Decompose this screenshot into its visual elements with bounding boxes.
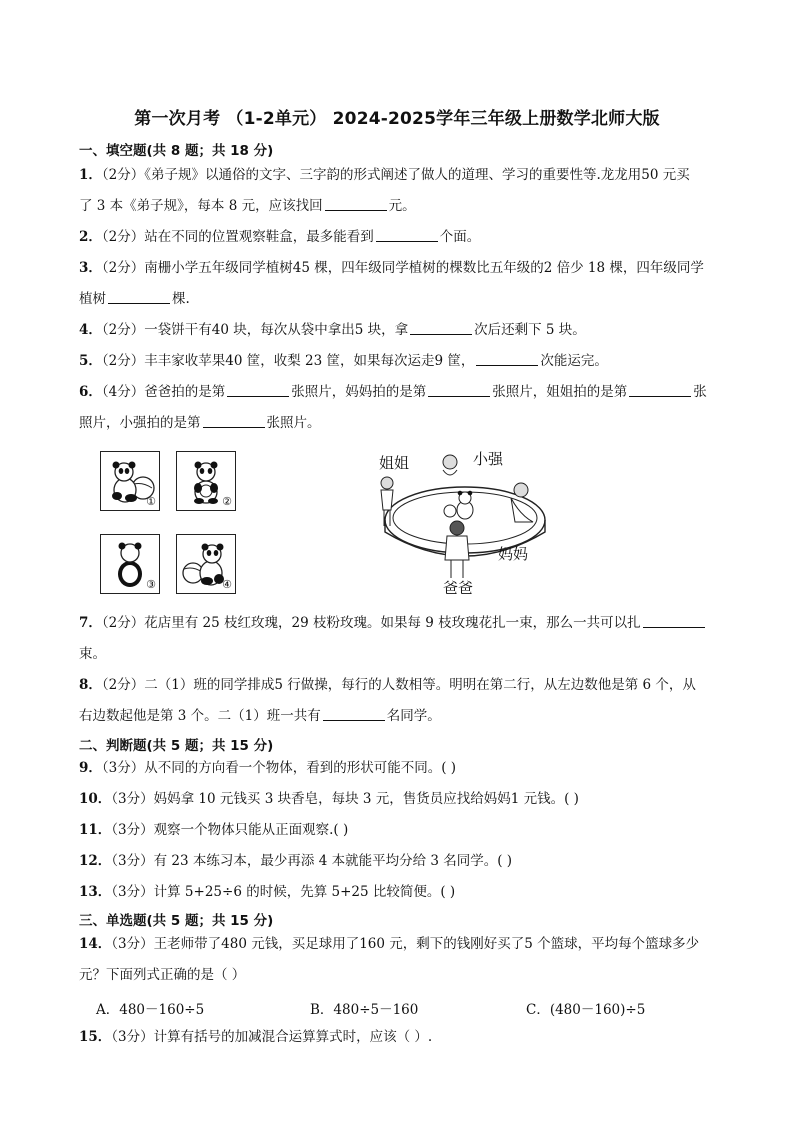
question-number: 5．	[79, 353, 102, 369]
option-a[interactable]: A．480－160÷5	[96, 1002, 205, 1018]
question-3-line-2	[79, 290, 190, 308]
question-text: （2分）二（1）班的同学排成5 行做操，每行的人数相等。明明在第二行，从左边数他是第 6 个，从	[101, 677, 696, 693]
question-text: 张	[693, 384, 707, 400]
question-6-line-1	[79, 383, 707, 401]
answer-blank[interactable]	[203, 414, 265, 428]
question-text: 元？下面列式正确的是（ ）	[79, 967, 246, 983]
answer-blank[interactable]	[323, 707, 385, 721]
question-text: （2分）站在不同的位置观察鞋盒，最多能看到	[101, 229, 374, 245]
question-9	[79, 759, 456, 777]
question-12	[79, 852, 512, 870]
question-text: （2分）南栅小学五年级同学植树45 棵，四年级同学植树的棵数比五年级的2 倍少 18 棵，四年级同学	[101, 260, 704, 276]
question-number: 7．	[79, 615, 102, 631]
panda-scene-illustration	[365, 440, 555, 600]
question-14-line-2	[79, 966, 245, 984]
question-number: 6．	[79, 384, 102, 400]
question-number: 4．	[79, 322, 102, 338]
question-text: （2分）《弟子规》以通俗的文字、三字韵的形式阐述了做人的道理、学习的重要性等.龙龙用50 元买	[101, 167, 690, 183]
question-number: 15．	[79, 1029, 112, 1045]
answer-blank[interactable]	[410, 321, 472, 335]
label-jiejie: 姐姐	[379, 454, 410, 472]
question-5	[79, 352, 608, 370]
answer-blank[interactable]	[428, 383, 490, 397]
question-text: （3分）有 23 本练习本，最少再添 4 本就能平均分给 3 名同学。( )	[111, 853, 513, 869]
answer-blank[interactable]	[108, 290, 170, 304]
question-3-line-1	[79, 259, 704, 277]
question-text: 次能运完。	[540, 353, 608, 369]
photo-box-3	[100, 534, 160, 594]
question-text: （3分）妈妈拿 10 元钱买 3 块香皂，每块 3 元，售货员应找给妈妈1 元钱。( )	[111, 791, 579, 807]
question-8-line-1	[79, 676, 696, 694]
question-text: 束。	[79, 646, 106, 662]
photo-number: ③	[146, 578, 156, 591]
label-baba: 爸爸	[443, 579, 474, 597]
question-number: 14．	[79, 936, 112, 952]
question-text: 棵.	[172, 291, 190, 307]
question-number: 10．	[79, 791, 112, 807]
question-text: 张照片。	[266, 415, 321, 431]
question-number: 11．	[79, 822, 112, 838]
question-text: 植树	[79, 291, 106, 307]
question-number: 2．	[79, 229, 102, 245]
question-text: 右边数起他是第 3 个。二（1）班一共有	[79, 708, 321, 724]
photo-number: ②	[222, 495, 232, 508]
question-text: 个面。	[439, 229, 481, 245]
question-8-line-2	[79, 707, 441, 725]
question-number: 13．	[79, 884, 112, 900]
answer-blank[interactable]	[376, 228, 438, 242]
option-b[interactable]: B．480÷5－160	[310, 1002, 419, 1018]
question-text: （3分）计算 5+25÷6 的时候，先算 5+25 比较简便。( )	[111, 884, 456, 900]
question-number: 9．	[79, 760, 102, 776]
question-number: 3．	[79, 260, 102, 276]
question-15	[79, 1028, 432, 1046]
photo-box-2	[176, 451, 236, 511]
question-2	[79, 228, 480, 246]
question-6-line-2	[79, 414, 321, 432]
answer-blank[interactable]	[325, 197, 387, 211]
question-text: 张照片，妈妈拍的是第	[291, 384, 427, 400]
question-text: 照片，小强拍的是第	[79, 415, 201, 431]
photo-number: ④	[222, 578, 232, 591]
section-heading-single-choice: 三、单选题(共 5 题；共 15 分)	[79, 913, 274, 929]
question-text: （4分）爸爸拍的是第	[101, 384, 226, 400]
page-title: 第一次月考 （1-2单元） 2024-2025学年三年级上册数学北师大版	[134, 109, 660, 129]
photo-box-1	[100, 451, 160, 511]
label-xiaoqiang: 小强	[473, 450, 504, 468]
question-7-line-1	[79, 614, 707, 632]
question-text: 次后还剩下 5 块。	[474, 322, 586, 338]
question-1-line-1	[79, 166, 690, 184]
question-text: （3分）计算有括号的加减混合运算算式时，应该（ ）.	[111, 1029, 433, 1045]
question-number: 8．	[79, 677, 102, 693]
question-number: 1．	[79, 167, 102, 183]
question-14-line-1	[79, 935, 699, 953]
question-text: （2分）丰丰家收苹果40 筐，收梨 23 筐，如果每次运走9 筐，	[101, 353, 475, 369]
answer-blank[interactable]	[643, 614, 705, 628]
question-text: 张照片，姐姐拍的是第	[492, 384, 628, 400]
answer-blank[interactable]	[476, 352, 538, 366]
question-4	[79, 321, 586, 339]
question-text: 了 3 本《弟子规》，每本 8 元，应该找回	[79, 198, 323, 214]
answer-blank[interactable]	[629, 383, 691, 397]
answer-blank[interactable]	[227, 383, 289, 397]
option-c[interactable]: C．(480－160)÷5	[526, 1002, 646, 1018]
question-text: （3分）观察一个物体只能从正面观察.( )	[111, 822, 349, 838]
question-text: （2分）花店里有 25 枝红玫瑰，29 枝粉玫瑰。如果每 9 枝玫瑰花扎一束，那么一共可以扎	[101, 615, 641, 631]
question-11	[79, 821, 348, 839]
photo-number: ①	[146, 495, 156, 508]
section-heading-fill-blank: 一、填空题(共 8 题；共 18 分)	[79, 143, 274, 159]
question-text: （3分）从不同的方向看一个物体，看到的形状可能不同。( )	[101, 760, 457, 776]
question-text: （3分）王老师带了480 元钱，买足球用了160 元，剩下的钱刚好买了5 个篮球，平均每个篮球多少	[111, 936, 700, 952]
question-13	[79, 883, 455, 901]
label-mama: 妈妈	[498, 545, 529, 563]
photo-box-4	[176, 534, 236, 594]
question-10	[79, 790, 579, 808]
question-text: 元。	[388, 198, 416, 214]
question-text: 名同学。	[386, 708, 441, 724]
section-heading-true-false: 二、判断题(共 5 题；共 15 分)	[79, 738, 274, 754]
question-number: 12．	[79, 853, 112, 869]
question-1-line-2	[79, 197, 416, 215]
question-text: （2分）一袋饼干有40 块，每次从袋中拿出5 块，拿	[101, 322, 409, 338]
question-7-line-2	[79, 645, 106, 663]
